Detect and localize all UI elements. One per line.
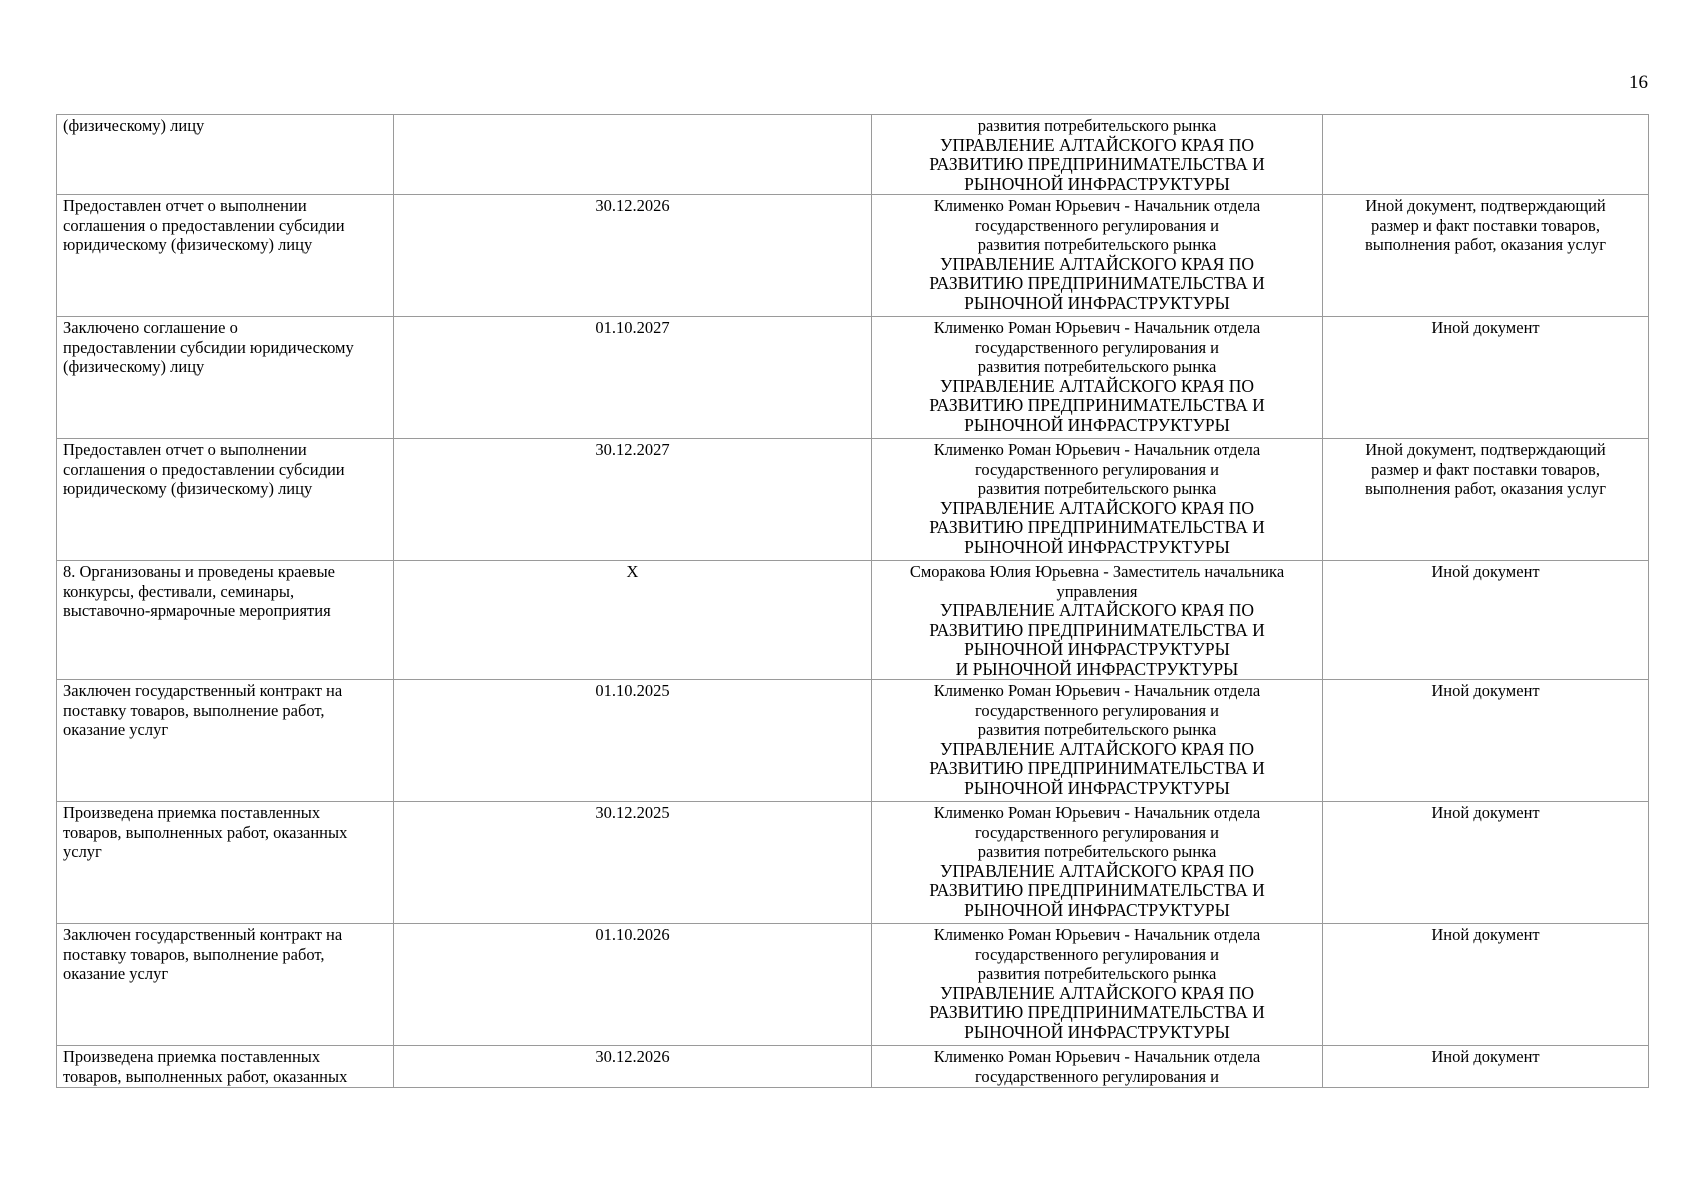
event-text-line: Произведена приемка поставленных [63,803,321,822]
document-type-line: выполнения работ, оказания услуг [1364,479,1607,498]
document-type-line: размер и факт поставки товаров, [1371,459,1600,479]
table-row [57,115,1649,195]
document-type-line: Иной документ [1431,681,1540,700]
organization-line: И РЫНОЧНОЙ ИНФРАСТРУКТУРЫ [955,658,1239,679]
responsible-person-line: Клименко Роман Юрьевич - Начальник отдела [933,803,1261,822]
document-type-line: Иной документ [1431,925,1540,944]
document-cell [1323,680,1649,802]
deadline-date: X [626,562,639,581]
responsible-cell [872,439,1323,561]
responsible-person-line: Клименко Роман Юрьевич - Начальник отдела [933,681,1261,700]
event-cell [57,1046,394,1088]
document-type-line: Иной документ [1431,803,1540,822]
event-text-line: (физическому) лицу [63,116,205,135]
event-text-line: юридическому (физическому) лицу [63,479,313,498]
responsible-person-line: развития потребительского рынка [977,842,1217,861]
event-cell [57,924,394,1046]
organization-line: РЫНОЧНОЙ ИНФРАСТРУКТУРЫ [964,639,1230,659]
organization-line: РЫНОЧНОЙ ИНФРАСТРУКТУРЫ [964,173,1230,194]
organization-line: УПРАВЛЕНИЕ АЛТАЙСКОГО КРАЯ ПО [939,497,1255,518]
organization-line: РАЗВИТИЮ ПРЕДПРИНИМАТЕЛЬСТВА И [929,154,1265,174]
organization-line: РЫНОЧНОЙ ИНФРАСТРУКТУРЫ [964,899,1230,920]
table-row [57,317,1649,439]
deadline-date: 30.12.2026 [595,1047,670,1066]
event-text-line: товаров, выполненных работ, оказанных [63,1066,348,1086]
responsible-person-line: Клименко Роман Юрьевич - Начальник отдела [933,196,1261,215]
event-text-line: Заключен государственный контракт на [63,925,343,944]
document-cell [1323,1046,1649,1088]
responsible-person-line: Клименко Роман Юрьевич - Начальник отдела [933,318,1261,337]
table-row [57,924,1649,1046]
responsible-person-line: развития потребительского рынка [977,964,1217,983]
document-type-line: Иной документ [1431,1047,1540,1066]
event-cell [57,439,394,561]
table-row [57,802,1649,924]
organization-line: РЫНОЧНОЙ ИНФРАСТРУКТУРЫ [964,292,1230,313]
table-row [57,680,1649,802]
document-type-line: Иной документ, подтверждающий [1365,440,1606,459]
responsible-cell [872,1046,1323,1088]
document-type-line: выполнения работ, оказания услуг [1364,235,1607,254]
event-text-line: соглашения о предоставлении субсидии [63,459,345,479]
organization-line: УПРАВЛЕНИЕ АЛТАЙСКОГО КРАЯ ПО [939,134,1255,155]
organization-line: УПРАВЛЕНИЕ АЛТАЙСКОГО КРАЯ ПО [939,860,1255,881]
event-text-line: 8. Организованы и проведены краевые [63,562,335,581]
responsible-person-line: государственного регулирования и [974,822,1220,842]
event-text-line: выставочно-ярмарочные мероприятия [63,601,331,620]
organization-line: РЫНОЧНОЙ ИНФРАСТРУКТУРЫ [964,536,1230,557]
document-cell [1323,317,1649,439]
event-text-line: оказание услуг [63,964,169,983]
table-row [57,439,1649,561]
responsible-cell [872,680,1323,802]
responsible-person-line: государственного регулирования и [974,459,1220,479]
document-cell [1323,924,1649,1046]
organization-line: РАЗВИТИЮ ПРЕДПРИНИМАТЕЛЬСТВА И [929,517,1265,537]
event-cell [57,317,394,439]
organization-line: РЫНОЧНОЙ ИНФРАСТРУКТУРЫ [964,1021,1230,1042]
date-cell [394,439,872,561]
event-text-line: (физическому) лицу [63,357,205,376]
event-text-line: Заключен государственный контракт на [63,681,343,700]
date-cell [394,317,872,439]
organization-line: УПРАВЛЕНИЕ АЛТАЙСКОГО КРАЯ ПО [939,982,1255,1003]
organization-line: РАЗВИТИЮ ПРЕДПРИНИМАТЕЛЬСТВА И [929,1002,1265,1022]
table-row [57,561,1649,680]
responsible-person-line: Сморакова Юлия Юрьевна - Заместитель начальника [909,562,1285,581]
event-cell [57,802,394,924]
document-type-line: Иной документ [1431,318,1540,337]
event-cell [57,561,394,680]
event-text-line: оказание услуг [63,720,169,739]
organization-line: РАЗВИТИЮ ПРЕДПРИНИМАТЕЛЬСТВА И [929,758,1265,778]
date-cell [394,115,872,195]
table-body [57,115,1649,1088]
responsible-person-line: управления [1056,581,1138,601]
deadline-date: 30.12.2025 [595,803,670,822]
document-cell [1323,115,1649,195]
event-cell [57,680,394,802]
table-row [57,1046,1649,1088]
responsible-person-line: государственного регулирования и [974,1066,1220,1086]
responsible-person-line: государственного регулирования и [974,215,1220,235]
document-type-line: Иной документ [1431,562,1540,581]
responsible-cell [872,195,1323,317]
organization-line: УПРАВЛЕНИЕ АЛТАЙСКОГО КРАЯ ПО [939,253,1255,274]
responsible-person-line: развития потребительского рынка [977,116,1217,135]
responsible-person-line: развития потребительского рынка [977,479,1217,498]
event-text-line: Заключено соглашение о [63,318,238,337]
event-text-line: Предоставлен отчет о выполнении [63,196,307,215]
date-cell [394,561,872,680]
responsible-person-line: развития потребительского рынка [977,720,1217,739]
responsible-person-line: государственного регулирования и [974,944,1220,964]
document-cell [1323,802,1649,924]
document-type-line: Иной документ, подтверждающий [1365,196,1606,215]
date-cell [394,195,872,317]
date-cell [394,680,872,802]
responsible-person-line: Клименко Роман Юрьевич - Начальник отдела [933,1047,1261,1066]
organization-line: РЫНОЧНОЙ ИНФРАСТРУКТУРЫ [964,777,1230,798]
document-cell [1323,439,1649,561]
document-cell [1323,561,1649,680]
responsible-cell [872,561,1323,680]
table-row [57,195,1649,317]
organization-line: УПРАВЛЕНИЕ АЛТАЙСКОГО КРАЯ ПО [939,738,1255,759]
responsible-cell [872,924,1323,1046]
organization-line: РЫНОЧНОЙ ИНФРАСТРУКТУРЫ [964,414,1230,435]
event-cell [57,115,394,195]
date-cell [394,802,872,924]
event-text-line: предоставлении субсидии юридическому [63,337,354,357]
responsible-person-line: государственного регулирования и [974,337,1220,357]
deadline-date: 30.12.2027 [595,440,670,459]
event-text-line: товаров, выполненных работ, оказанных [63,822,348,842]
organization-line: РАЗВИТИЮ ПРЕДПРИНИМАТЕЛЬСТВА И [929,880,1265,900]
event-text-line: услуг [63,842,102,861]
responsible-cell [872,115,1323,195]
document-type-line: размер и факт поставки товаров, [1371,215,1600,235]
event-text-line: поставку товаров, выполнение работ, [63,700,325,720]
date-cell [394,924,872,1046]
deadline-date: 30.12.2026 [595,196,670,215]
responsible-person-line: Клименко Роман Юрьевич - Начальник отдела [933,440,1261,459]
document-cell [1323,195,1649,317]
activities-table [56,114,1649,1088]
event-text-line: Произведена приемка поставленных [63,1047,321,1066]
event-text-line: поставку товаров, выполнение работ, [63,944,325,964]
event-text-line: Предоставлен отчет о выполнении [63,440,307,459]
organization-line: РАЗВИТИЮ ПРЕДПРИНИМАТЕЛЬСТВА И [929,395,1265,415]
organization-line: УПРАВЛЕНИЕ АЛТАЙСКОГО КРАЯ ПО [939,375,1255,396]
deadline-date: 01.10.2026 [595,925,670,944]
responsible-person-line: Клименко Роман Юрьевич - Начальник отдела [933,925,1261,944]
deadline-date: 01.10.2025 [595,681,670,700]
responsible-cell [872,802,1323,924]
responsible-person-line: государственного регулирования и [974,700,1220,720]
event-text-line: соглашения о предоставлении субсидии [63,215,345,235]
responsible-person-line: развития потребительского рынка [977,235,1217,254]
organization-line: УПРАВЛЕНИЕ АЛТАЙСКОГО КРАЯ ПО [939,600,1255,620]
responsible-cell [872,317,1323,439]
deadline-date: 01.10.2027 [595,318,670,337]
event-text-line: конкурсы, фестивали, семинары, [63,581,295,601]
responsible-person-line: развития потребительского рынка [977,357,1217,376]
organization-line: РАЗВИТИЮ ПРЕДПРИНИМАТЕЛЬСТВА И [929,619,1265,640]
page-number: 16 [1629,72,1648,93]
event-text-line: юридическому (физическому) лицу [63,235,313,254]
date-cell [394,1046,872,1088]
organization-line: РАЗВИТИЮ ПРЕДПРИНИМАТЕЛЬСТВА И [929,273,1265,293]
event-cell [57,195,394,317]
